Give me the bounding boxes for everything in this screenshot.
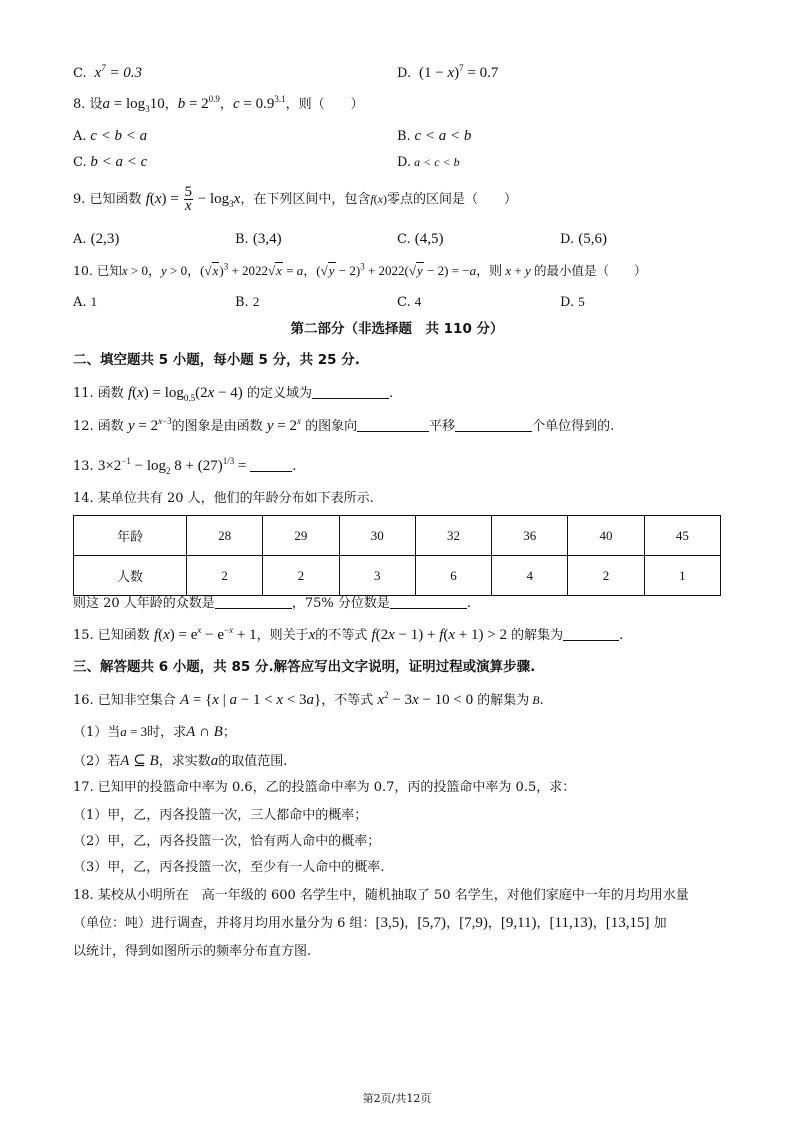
question-text: 的解集为 <box>477 693 530 708</box>
table-cell: 30 <box>339 516 415 556</box>
table-row <box>74 556 721 596</box>
separator: ， <box>164 97 178 112</box>
math-expression: f(2x − 1) + f(x + 1) > 2 <box>371 627 507 643</box>
q17-sub3: （3）甲，乙，丙各投篮一次，至少有一人命中的概率. <box>73 860 385 875</box>
table-cell: 29 <box>263 516 339 556</box>
option-value: (4,5) <box>414 231 444 247</box>
q17-stem: 17. 已知甲的投篮命中率为 0.6，乙的投篮命中率为 0.7，丙的投篮命中率为 0.5，求： <box>73 780 576 795</box>
question-text: ，则（ ） <box>285 97 364 112</box>
math-expression: (x) <box>373 192 387 206</box>
q10-option-a <box>73 294 97 311</box>
q11 <box>73 385 393 402</box>
q16-stem <box>73 692 544 709</box>
option-label: A. <box>73 295 87 310</box>
q8-option-a <box>73 128 147 145</box>
section-title: 二、填空题共 5 小题，每小题 5 分，共 25 分. <box>73 352 360 368</box>
option-label: C. <box>73 66 87 81</box>
option-value: 1 <box>90 294 98 309</box>
math-expression: y <box>160 263 167 278</box>
math-expression: $(1 - x)^7 = 0.7$ <box>415 63 499 81</box>
math-expression: $y = 2^{x-3}$ <box>127 416 172 434</box>
q9-stem <box>73 184 517 215</box>
math-expression: > 0， <box>127 263 161 278</box>
option-label: C. <box>397 295 411 310</box>
q17-sub2: （2）甲，乙，丙各投篮一次，恰有两人命中的概率； <box>73 834 381 849</box>
table-cell: 2 <box>263 556 339 596</box>
math-expression: A ⊆ B <box>120 753 159 769</box>
table-cell: 4 <box>492 556 568 596</box>
question-text: 8. 设 <box>73 97 103 112</box>
option-label: A. <box>73 129 87 144</box>
math-expression: c < b < a <box>86 128 148 144</box>
q9-option-d <box>560 231 607 248</box>
table-cell: 2 <box>187 556 263 596</box>
table-cell: 40 <box>568 516 644 556</box>
answer-blank[interactable] <box>215 596 292 609</box>
question-text: 10. 已知 <box>73 263 122 278</box>
question-text: 则这 20 人年龄的众数是 <box>73 596 215 611</box>
question-text: 的最小值是（ ） <box>534 263 647 278</box>
q9-option-b <box>235 231 282 248</box>
question-text: 个单位得到的. <box>532 419 615 434</box>
q14-stem: 14. 某单位共有 20 人，他们的年龄分布如下表所示. <box>73 491 374 506</box>
question-text: ，求实数 <box>158 754 211 769</box>
interval: [5,7) <box>417 915 447 931</box>
q10-option-b <box>235 294 259 311</box>
interval: [7,9) <box>459 915 488 931</box>
q15 <box>73 627 623 644</box>
q8-option-d <box>397 154 460 171</box>
q14-question <box>73 596 471 612</box>
math-expression: x <box>121 263 128 278</box>
math-expression: $y = 2^x$ <box>266 416 301 434</box>
question-text: ，在下列区间中，包含 <box>240 192 371 207</box>
math-expression: c < a < b <box>410 128 472 144</box>
interval: [11,13) <box>549 915 593 931</box>
math-expression: $f(x) = \log_{0.5}(2x - 4)$ <box>127 385 243 403</box>
question-text: ，则关于 <box>256 628 309 643</box>
punctuation: . <box>539 693 544 708</box>
question-text: 13. <box>73 459 94 474</box>
math-expression: $x^7 = 0.3$ <box>90 63 143 81</box>
question-text: 的取值范围. <box>218 754 288 769</box>
math-expression: $c = 0.9^{3.1}$ <box>232 94 286 112</box>
table-cell: 1 <box>644 556 720 596</box>
question-text: 的图象向 <box>305 419 358 434</box>
q10-stem <box>73 263 647 279</box>
option-label: C. <box>397 232 411 247</box>
table-cell: 36 <box>492 516 568 556</box>
q16-sub1 <box>73 724 236 741</box>
answer-blank[interactable] <box>357 419 429 432</box>
question-text: 平移 <box>429 419 456 434</box>
punctuation: . <box>466 596 471 611</box>
question-text: （1）当 <box>73 725 121 740</box>
question-text: 16. 已知非空集合 <box>73 693 176 708</box>
option-value: 5 <box>578 294 585 309</box>
question-text: 加 <box>653 916 667 931</box>
option-label: B. <box>397 129 411 144</box>
option-value: 4 <box>414 294 422 309</box>
option-label: D. <box>397 155 412 170</box>
question-text: 的图象是由函数 <box>171 419 263 434</box>
table-header-cell: 年龄 <box>74 516 187 556</box>
q7-option-c <box>73 65 142 82</box>
question-text: 11. 函数 <box>73 386 124 401</box>
q9-option-c <box>397 231 444 248</box>
answer-blank[interactable] <box>390 596 467 609</box>
q8-option-b <box>397 128 471 145</box>
question-text: 的解集为 <box>511 628 564 643</box>
q8-option-c <box>73 154 147 171</box>
page-footer: 第2页/共12页 <box>362 1092 432 1105</box>
table-cell: 45 <box>644 516 720 556</box>
q10-option-d <box>560 294 585 311</box>
table-row <box>74 516 721 556</box>
math-expression: $f(x) = e^x - e^{-x} + 1$ <box>153 625 257 643</box>
table-cell: 28 <box>187 516 263 556</box>
q12 <box>73 418 614 435</box>
punctuation: ； <box>222 725 236 740</box>
question-text: 12. 函数 <box>73 419 124 434</box>
option-value: (3,4) <box>252 231 282 247</box>
table-header-cell: 人数 <box>74 556 187 596</box>
question-text: ，不等式 <box>321 693 374 708</box>
question-text: 时，求 <box>147 725 187 740</box>
part-title: 第二部分（非选择题 共 110 分） <box>290 321 504 337</box>
q10-option-c <box>397 294 421 311</box>
option-label: D. <box>560 295 575 310</box>
table-cell: 3 <box>339 556 415 596</box>
math-expression: a <box>210 753 219 769</box>
answer-blank[interactable] <box>563 628 619 641</box>
math-expression: a = 3 <box>120 724 148 739</box>
answer-blank[interactable] <box>455 419 532 432</box>
q13 <box>73 458 296 475</box>
math-expression: A ∩ B <box>186 724 223 740</box>
math-expression: A = {x | a − 1 < x < 3a} <box>179 692 322 708</box>
punctuation: . <box>619 628 624 643</box>
question-text: （2）若 <box>73 754 121 769</box>
math-expression: b < a < c <box>86 154 148 170</box>
option-value: 2 <box>252 294 260 309</box>
q16-sub2 <box>73 753 287 770</box>
math-expression: x <box>308 627 316 643</box>
math-expression: $x^2 - 3x - 10 < 0$ <box>377 690 474 708</box>
q18-line3: 以统计，得到如图所示的频率分布直方图. <box>73 944 312 959</box>
math-expression: a < c < b <box>411 155 460 169</box>
question-text: 15. 已知函数 <box>73 628 150 643</box>
math-expression: > 0，$(√x)^3 + 2022√x = a$，$(√y - 2)^3 + 2022(√y - 2) = -a$，则 x + y <box>166 261 531 278</box>
age-distribution-table <box>73 515 721 596</box>
q17-sub1: （1）甲，乙，丙各投篮一次，三人都命中的概率； <box>73 808 368 823</box>
table-cell: 6 <box>415 556 491 596</box>
question-text: 零点的区间是（ ） <box>387 192 518 207</box>
option-label: B. <box>235 295 249 310</box>
punctuation: . <box>292 459 297 474</box>
math-expression: f(x) = $\frac{5}{x}$ − $\log_3x$ <box>145 184 241 215</box>
interval: [3,5) <box>375 915 405 931</box>
option-value: (5,6) <box>578 231 607 247</box>
q9-option-a <box>73 231 119 248</box>
math-expression: $a = \log_310$ <box>102 96 165 114</box>
answer-blank[interactable] <box>250 459 292 472</box>
question-text: 的定义域为 <box>246 386 312 401</box>
math-expression: $b = 2^{0.9}$ <box>177 94 220 112</box>
math-expression: $3\times 2^{-1} - \log_2 8 + (27)^{1/3}$ = <box>97 456 251 476</box>
option-label: D. <box>560 232 575 247</box>
interval: [13,15] <box>605 915 650 931</box>
q7-option-d <box>397 65 498 82</box>
option-value: (2,3) <box>90 231 120 247</box>
question-text: 的不等式 <box>315 628 368 643</box>
table-cell: 2 <box>568 556 644 596</box>
option-label: D. <box>397 66 412 81</box>
punctuation: . <box>388 386 394 401</box>
answer-blank[interactable] <box>312 386 389 399</box>
section-title: 三、解答题共 6 小题，共 85 分.解答应写出文字说明，证明过程或演算步骤. <box>73 659 536 675</box>
option-label: B. <box>235 232 249 247</box>
question-text: （单位：吨）进行调查，并将月均用水量分为 6 组： <box>73 916 376 931</box>
separator: ， <box>219 97 233 112</box>
question-text: 9. 已知函数 <box>73 192 142 207</box>
option-label: C. <box>73 155 87 170</box>
math-expression: B <box>529 693 540 707</box>
q8-stem <box>73 96 364 113</box>
q18-line1: 18. 某校从小明所在 高一年级的 600 名学生中，随机抽取了 50 名学生，对他们家庭中一年的月均用水量 <box>73 888 689 903</box>
math-expression: f <box>370 192 374 206</box>
option-label: A. <box>73 232 87 247</box>
interval: [9,11) <box>500 915 537 931</box>
q18-line2: （单位：吨）进行调查，并将月均用水量分为 6 组：[3,5)，[5,7)，[7,9)，[9,11)，[11,13)，[13,15] 加 <box>73 915 667 931</box>
question-text: ，75% 分位数是 <box>291 596 390 611</box>
table-cell: 32 <box>415 516 491 556</box>
